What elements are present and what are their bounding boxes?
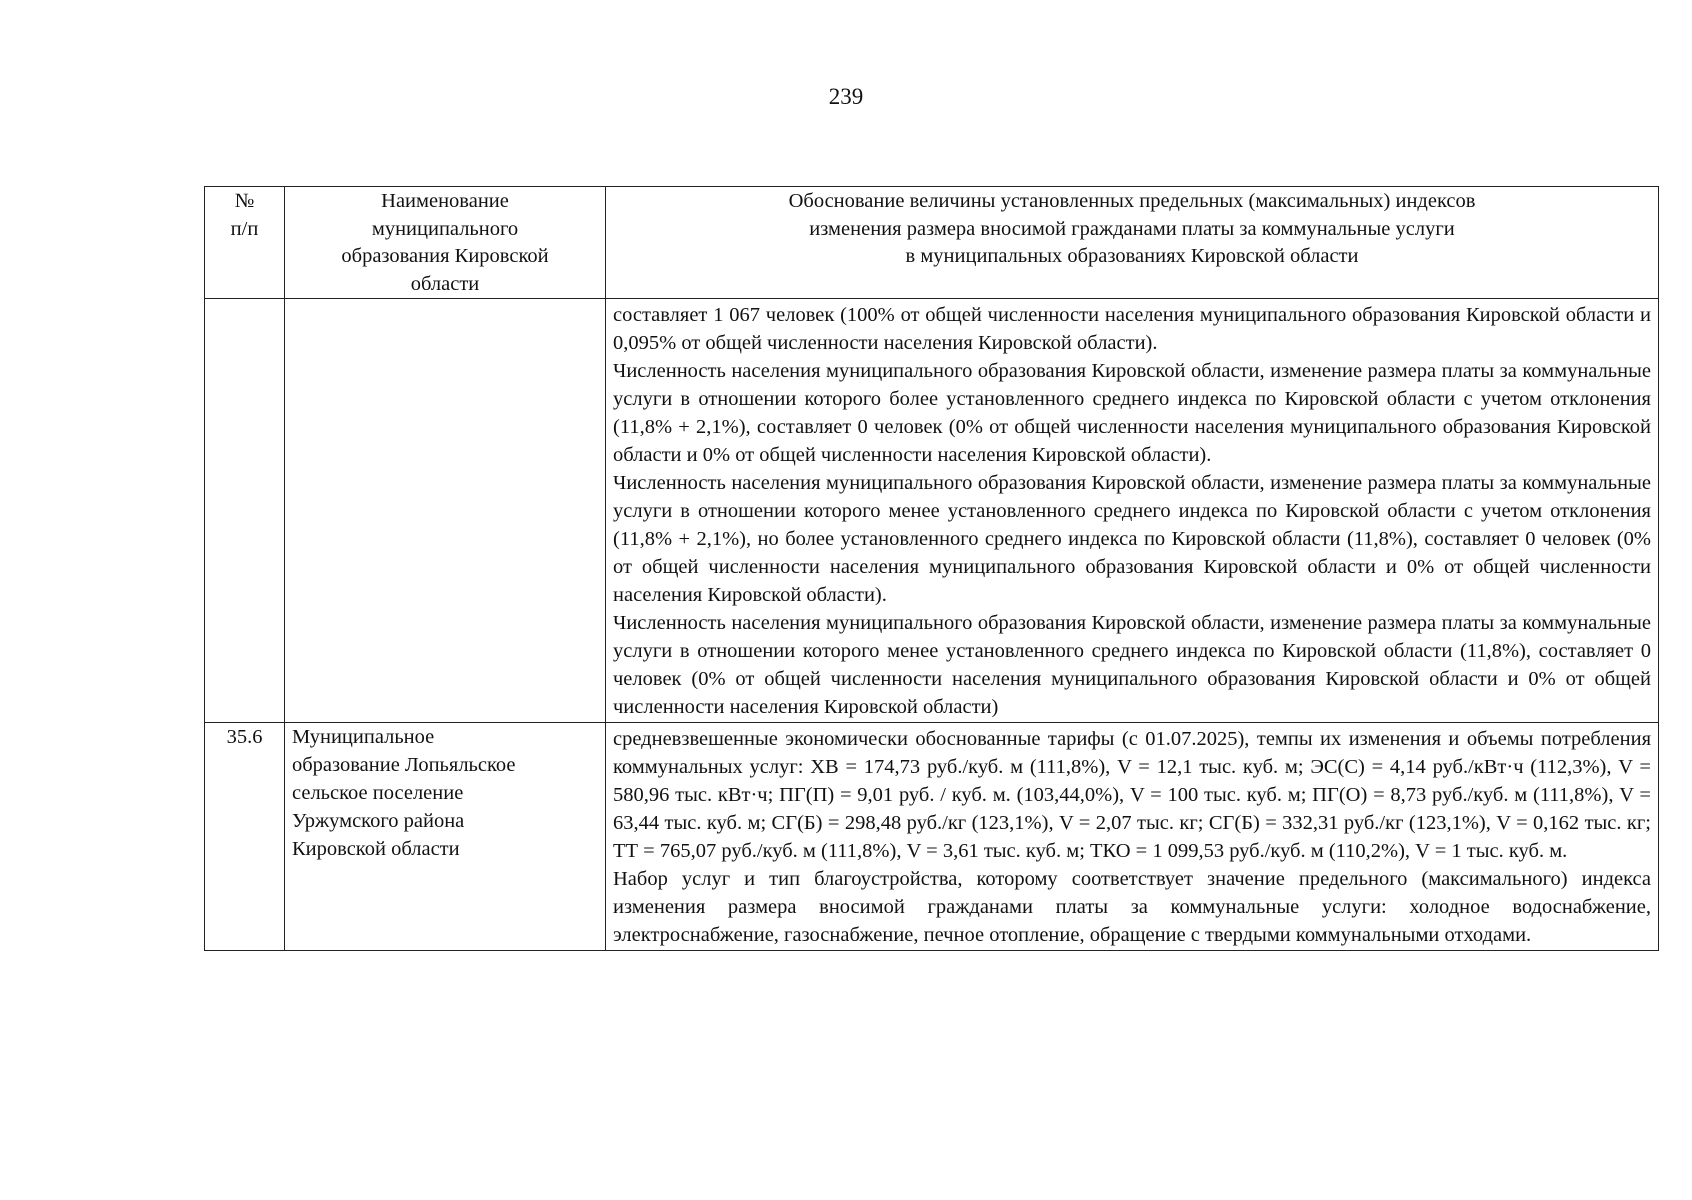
header-municipality-name: Наименование муниципального образования Кировской области [285,187,606,299]
paragraph: Численность населения муниципального образования Кировской области, изменение размера платы за коммунальные услуги в отношении которого менее установленного среднего индекса по Кировской области (11,8%), составляет 0 человек (0% от общей численности населения муниципального образования Кировской области и 0% от общей численности населения Кировской области) [613,612,1651,718]
table-row [205,723,1659,951]
table-row [205,299,1659,723]
table-header-row [205,187,1659,299]
paragraph: Набор услуг и тип благоустройства, которому соответствует значение предельного (максимального) индекса изменения размера вносимой гражданами платы за коммунальные услуги: холодное водоснабжение, электроснабжение, газоснабжение, печное отопление, обращение с твердыми коммунальными отходами. [613,868,1651,946]
justification-table [204,186,1659,951]
justification-text [606,723,1659,951]
paragraph: составляет 1 067 человек (100% от общей численности населения муниципального образования Кировской области и 0,095% от общей численности населения Кировской области). [613,304,1651,354]
paragraph: Численность населения муниципального образования Кировской области, изменение размера платы за коммунальные услуги в отношении которого более установленного среднего индекса по Кировской области с учетом отклонения (11,8% + 2,1%), составляет 0 человек (0% от общей численности населения муниципального образования Кировской области и 0% от общей численности населения Кировской области). [613,360,1651,466]
municipality-name [285,299,606,723]
paragraph: Численность населения муниципального образования Кировской области, изменение размера платы за коммунальные услуги в отношении которого менее установленного среднего индекса по Кировской области с учетом отклонения (11,8% + 2,1%), но более установленного среднего индекса по Кировской области (11,8%), составляет 0 человек (0% от общей численности населения муниципального образования Кировской области и 0% от общей численности населения Кировской области). [613,472,1651,606]
page-number: 239 [828,84,864,109]
header-justification: Обоснование величины установленных предельных (максимальных) индексов изменения размера вносимой гражданами платы за коммунальные услуги в муниципальных образованиях Кировской области [606,187,1659,299]
justification-text [606,299,1659,723]
row-number [205,299,285,723]
municipality-name: Муниципальное образование Лопьяльское сельское поселение Уржумского района Кировской области [285,723,606,951]
paragraph: средневзвешенные экономически обоснованные тарифы (с 01.07.2025), темпы их изменения и объемы потребления коммунальных услуг: ХВ = 174,73 руб./куб. м (111,8%), V = 12,1 тыс. куб. м; ЭС(С) = 4,14 руб./кВт·ч (112,3%), V = 580,96 тыс. кВт·ч; ПГ(П) = 9,01 руб. / куб. м. (103,44,0%), V = 100 тыс. куб. м; ПГ(О) = 8,73 руб./куб. м (111,8%), V = 63,44 тыс. куб. м; СГ(Б) = 298,48 руб./кг (123,1%), V = 2,07 тыс. кг; СГ(Б) = 332,31 руб./кг (123,1%), V = 0,162 тыс. кг; ТТ = 765,07 руб./куб. м (111,8%), V = 3,61 тыс. куб. м; ТКО = 1 099,53 руб./куб. м (110,2%), V = 1 тыс. куб. м. [613,728,1651,862]
row-number: 35.6 [205,723,285,951]
header-number: № п/п [205,187,285,299]
